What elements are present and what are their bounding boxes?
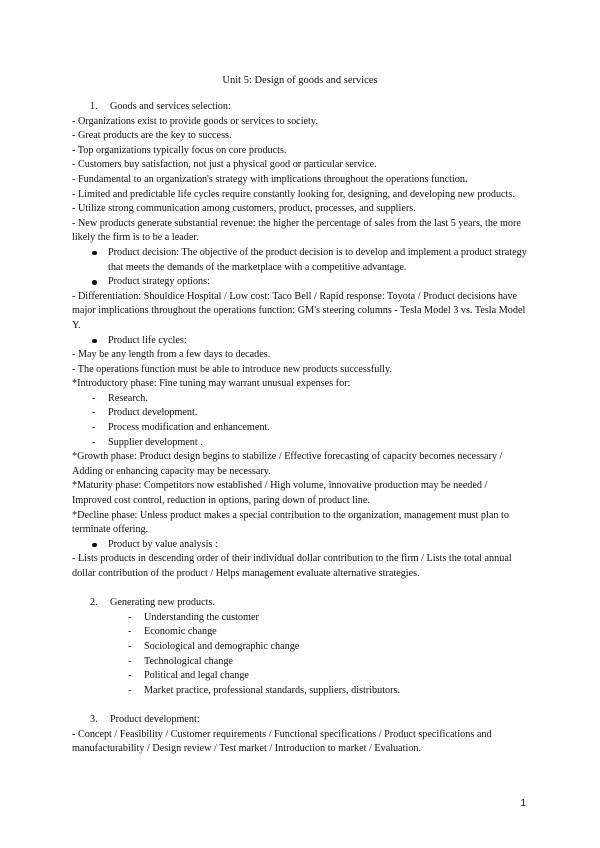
- text-line: - Fundamental to an organization's strategy with implications throughout the operations function.: [72, 173, 468, 185]
- text-line: - May be any length from a few days to decades.: [72, 349, 271, 361]
- dash-item: [72, 611, 528, 626]
- dash-marker: -: [128, 640, 132, 652]
- text-line: - New products generate substantial revenue: the higher the percentage of sales from the last 5 years, the more likely the firm is to be a leader.: [72, 217, 521, 244]
- dash-marker: -: [92, 422, 96, 434]
- dash-marker: -: [128, 670, 132, 682]
- bullet-text: Product strategy options:: [108, 276, 210, 288]
- bullet-dot-icon: [92, 251, 97, 256]
- text-line: *Growth phase: Product design begins to stabilize / Effective forecasting of capacity becomes necessary / Adding or enhancing capacity may be necessary.: [72, 451, 503, 477]
- section-number: 2.: [90, 597, 98, 609]
- bullet-text: Product life cycles:: [108, 334, 187, 346]
- section-heading-text: Generating new products.: [110, 597, 215, 609]
- dash-text: Political and legal change: [144, 670, 249, 682]
- dash-item: [72, 625, 528, 640]
- bullet-item: [72, 246, 528, 275]
- bullet-dot-icon: [92, 543, 97, 548]
- dash-item: [72, 684, 528, 699]
- dash-marker: -: [128, 655, 132, 667]
- dash-item: [72, 421, 528, 436]
- text-line: - Organizations exist to provide goods or services to society.: [72, 115, 318, 127]
- document-body: [72, 100, 528, 757]
- dash-text: Research.: [108, 392, 148, 404]
- section-heading-2: [72, 596, 528, 611]
- dash-item: [72, 436, 528, 451]
- dash-text: Economic change: [144, 626, 217, 638]
- bullet-text: Product decision: The objective of the product decision is to develop and implement a product strategy that meets the demands of the marketplace with a competitive advantage.: [108, 246, 527, 273]
- page-number: 1: [520, 798, 526, 809]
- section-heading-3: [72, 713, 528, 728]
- dash-marker: -: [128, 611, 132, 623]
- dash-text: Technological change: [144, 655, 233, 667]
- section-number: 3.: [90, 713, 98, 725]
- dash-marker: -: [92, 407, 96, 419]
- text-line: - Concept / Feasibility / Customer requirements / Functional specifications / Product specifications and manufacturability / Design review / Test market / Introduction to market / Evaluation.: [72, 728, 492, 755]
- text-line: - Lists products in descending order of their individual dollar contribution to the firm / Lists the total annual dollar contribution of the product / Helps management evaluate alternative strategies.: [72, 553, 512, 579]
- dash-marker: -: [92, 392, 96, 404]
- section-number: 1.: [90, 101, 98, 112]
- bullet-item: [72, 334, 528, 349]
- bullet-dot-icon: [92, 339, 97, 344]
- dash-text: Supplier development .: [108, 436, 203, 448]
- text-line: - The operations function must be able to introduce new products successfully.: [72, 363, 392, 375]
- dash-marker: -: [128, 684, 132, 696]
- dash-text: Understanding the customer: [144, 611, 259, 623]
- section-heading-1: [72, 100, 528, 115]
- text-line: - Utilize strong communication among customers, product, processes, and suppliers.: [72, 203, 416, 215]
- dash-item: [72, 392, 528, 407]
- dash-text: Product development.: [108, 407, 198, 419]
- dash-item: [72, 406, 528, 421]
- bullet-item: [72, 538, 528, 553]
- text-line: *Decline phase: Unless product makes a special contribution to the organization, management must plan to terminate offering.: [72, 509, 509, 536]
- dash-item: [72, 669, 528, 684]
- bullet-text: Product by value analysis :: [108, 538, 218, 550]
- text-line: - Customers buy satisfaction, not just a physical good or particular service.: [72, 159, 377, 171]
- dash-item: [72, 640, 528, 655]
- dash-marker: -: [128, 626, 132, 638]
- dash-marker: -: [92, 436, 96, 448]
- section-heading-text: Goods and services selection:: [110, 101, 231, 112]
- text-line: *Maturity phase: Competitors now established / High volume, innovative production may be needed / Improved cost control, reduction in options, paring down of product line.: [72, 480, 488, 507]
- text-line: - Top organizations typically focus on core products.: [72, 144, 287, 156]
- bullet-dot-icon: [92, 280, 97, 285]
- text-line: - Differentiation: Shouldice Hospital / Low cost: Taco Bell / Rapid response: Toyota / Product decisions have major implications throughout the operations function: GM's steering columns - Tesla Model 3 vs. Tesla Model Y.: [72, 290, 526, 331]
- dash-text: Market practice, professional standards, suppliers, distributors.: [144, 684, 401, 696]
- bullet-item: [72, 275, 528, 290]
- dash-text: Sociological and demographic change: [144, 640, 300, 652]
- text-line: - Great products are the key to success.: [72, 130, 232, 142]
- text-line: - Limited and predictable life cycles require constantly looking for, designing, and developing new products.: [72, 188, 515, 200]
- dash-item: [72, 655, 528, 670]
- dash-text: Process modification and enhancement.: [108, 422, 270, 434]
- document-title: Unit 5: Design of goods and services: [222, 75, 378, 86]
- section-heading-text: Product development:: [110, 713, 200, 725]
- text-line: *Introductory phase: Fine tuning may warrant unusual expenses for:: [72, 378, 351, 390]
